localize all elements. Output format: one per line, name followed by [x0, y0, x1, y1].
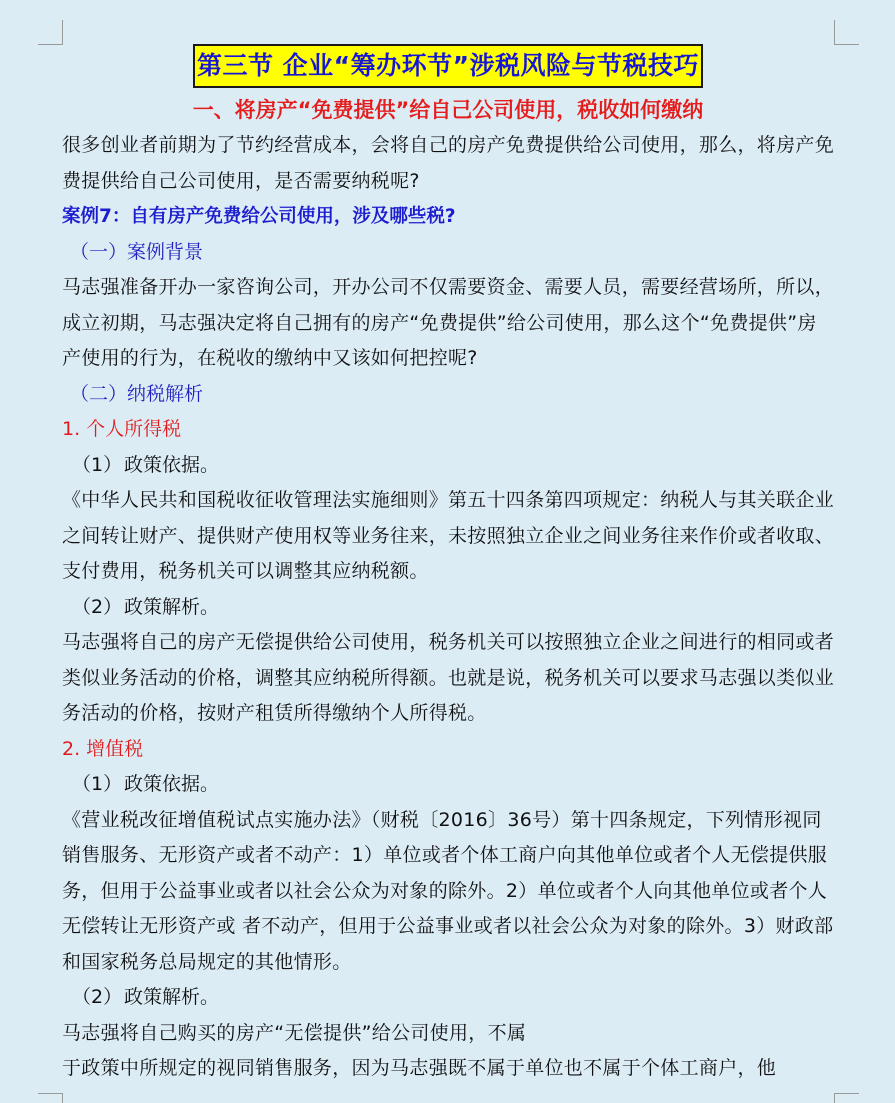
policy-analysis-text: 政策解析。: [124, 595, 220, 618]
policy-basis-number: （1）: [72, 453, 123, 476]
vat-policy-basis-number: （1）: [72, 773, 123, 795]
policy-basis-label: [62, 448, 834, 484]
vat-basis-paragraph: 《营业税改征增值税试点实施办法》（财税〔2016〕36号）第十四条规定，下列情形视同销售服务、无形资产或者不动产：1）单位或者个体工商户向其他单位或者个人无偿提供服务，但用于公益事业或者以社会公众为对象的除外。2）单位或者个人向其他单位或者个人无偿转让无形资产或 者不动产，但用于公益事业或者以社会公众为对象的除外。3）财政部和国家税务总局规定的其他情形。: [62, 808, 834, 973]
vat-policy-analysis-text: 政策解析。: [124, 986, 220, 1008]
policy-basis-text: 政策依据。: [124, 453, 220, 476]
policy-analysis-number: （2）: [72, 595, 123, 618]
title-row: [62, 44, 834, 92]
vat-heading: 2. 增值税: [62, 737, 144, 760]
page-corner-mark-bottom-left: [38, 1093, 63, 1103]
income-tax-basis-paragraph: 《中华人民共和国税收征收管理法实施细则》第五十四条第四项规定：纳税人与其关联企业之间转让财产、提供财产使用权等业务往来，未按照独立企业之间业务往来作价或者收取、支付费用，税务机关可以调整其应纳税额。: [62, 489, 835, 582]
case-background-heading: （一）案例背景: [70, 240, 204, 263]
intro-paragraph: 很多创业者前期为了节约经营成本，会将自己的房产免费提供给公司使用，那么，将房产免费提供给自己公司使用，是否需要纳税呢?: [62, 134, 835, 192]
vat-analysis-line-2: 于政策中所规定的视同销售服务，因为马志强既不属于单位也不属于个体工商户，他: [62, 1057, 777, 1079]
topic-heading: 一、将房产“免费提供”给自己公司使用，税收如何缴纳: [192, 98, 704, 122]
section-title: 第三节 企业“筹办环节”涉税风险与节税技巧: [193, 44, 703, 88]
policy-analysis-label: [62, 590, 834, 626]
vat-policy-analysis-number: （2）: [72, 986, 123, 1008]
page-corner-mark-top-left: [38, 20, 63, 45]
tax-analysis-heading: （二）纳税解析: [70, 382, 204, 405]
page-corner-mark-top-right: [834, 20, 859, 45]
page-corner-mark-bottom-right: [834, 1093, 859, 1103]
case-background-paragraph: 马志强准备开办一家咨询公司，开办公司不仅需要资金、需要人员，需要经营场所，所以，成立初期，马志强决定将自己拥有的房产“免费提供”给公司使用，那么这个“免费提供”房产使用的行为，在税收的缴纳中又该如何把控呢?: [62, 276, 835, 369]
vat-policy-basis-label: [62, 767, 834, 803]
vat-policy-analysis-label: [62, 980, 834, 1016]
case-title: 案例7：自有房产免费给公司使用，涉及哪些税?: [62, 206, 456, 227]
document-body: [62, 44, 834, 1087]
income-tax-analysis-paragraph: 马志强将自己的房产无偿提供给公司使用，税务机关可以按照独立企业之间进行的相同或者类似业务活动的价格，调整其应纳税所得额。也就是说，税务机关可以要求马志强以类似业务活动的价格，按财产租赁所得缴纳个人所得税。: [62, 631, 835, 724]
vat-policy-basis-text: 政策依据。: [124, 773, 220, 795]
individual-income-tax-heading: 1. 个人所得税: [62, 418, 182, 440]
vat-analysis-line-1: 马志强将自己购买的房产“无偿提供”给公司使用，不属: [62, 1021, 527, 1044]
